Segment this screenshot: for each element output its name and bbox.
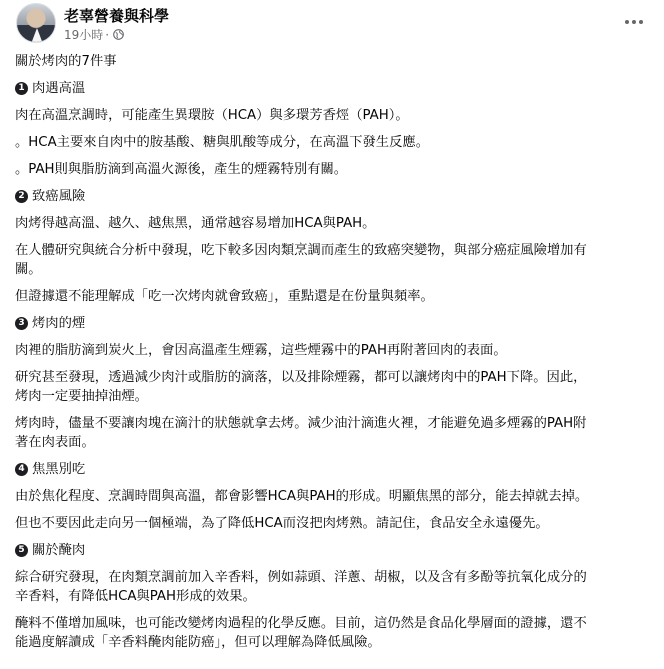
number-badge-1: 1 — [15, 82, 28, 95]
section-heading-text: 烤肉的煙 — [32, 316, 86, 331]
meta-separator: · — [105, 27, 110, 42]
post-meta — [64, 26, 124, 43]
paragraph: 醃料不僅增加風味，也可能改變烤肉過程的化學反應。目前，這仍然是食品化學層面的證據，還不 能過度解讀成「辛香料醃肉能防癌」，但可以理解為降低風險。 — [15, 616, 587, 650]
section-heading-3 — [15, 314, 653, 333]
section-heading-text: 致癌風險 — [32, 189, 86, 204]
number-badge-4: 4 — [15, 463, 28, 476]
post-header — [8, 0, 656, 46]
number-badge-2: 2 — [15, 190, 28, 203]
author-name[interactable]: 老辜營養與科學 — [64, 7, 170, 25]
section-heading-text: 關於醃肉 — [32, 543, 86, 558]
paragraph: 但證據還不能理解成「吃一次烤肉就會致癌」，重點還是在份量與頻率。 — [15, 289, 434, 304]
paragraph: 。PAH則與脂肪滴到高溫火源後，產生的煙霧特別有關。 — [15, 162, 348, 177]
post-title: 關於烤肉的7件事 — [15, 54, 117, 69]
paragraph: 肉裡的脂肪滴到炭火上，會因高溫產生煙霧，這些煙霧中的PAH再附著回肉的表面。 — [15, 343, 507, 358]
avatar[interactable] — [16, 3, 56, 43]
section-heading-2 — [15, 187, 653, 206]
section-heading-text: 肉遇高溫 — [32, 81, 86, 96]
paragraph: 綜合研究發現，在肉類烹調前加入辛香料，例如蒜頭、洋蔥、胡椒，以及含有多酚等抗氧化成分的 辛香料，有降低HCA與PAH形成的效果。 — [15, 570, 587, 604]
paragraph: 在人體研究與統合分析中發現，吃下較多因肉類烹調而產生的致癌突變物，與部分癌症風險增加有 關。 — [15, 243, 587, 277]
paragraph: 由於焦化程度、烹調時間與高溫，都會影響HCA與PAH的形成。明顯焦黑的部分，能去掉就去掉。 — [15, 489, 589, 504]
section-heading-text: 焦黑別吃 — [32, 462, 86, 477]
post-body — [8, 46, 656, 652]
number-badge-5: 5 — [15, 544, 28, 557]
paragraph: 。HCA主要來自肉中的胺基酸、糖與肌酸等成分，在高溫下發生反應。 — [15, 135, 429, 150]
paragraph: 但也不要因此走向另一個極端，為了降低HCA而沒把肉烤熟。請記住，食品安全永遠優先。 — [15, 516, 549, 531]
paragraph: 烤肉時，儘量不要讓肉塊在滴汁的狀態就拿去烤。減少油汁滴進火裡，才能避免過多煙霧的PAH附 著在肉表面。 — [15, 416, 587, 450]
globe-icon[interactable] — [113, 29, 124, 40]
paragraph: 肉烤得越高溫、越久、越焦黑，通常越容易增加HCA與PAH。 — [15, 216, 376, 231]
section-heading-5 — [15, 541, 653, 560]
paragraph: 研究甚至發現，透過減少肉汁或脂肪的滴落，以及排除煙霧，都可以讓烤肉中的PAH下降。因此， 烤肉一定要抽掉油煙。 — [15, 370, 587, 404]
section-heading-4 — [15, 460, 653, 479]
post-time[interactable]: 19小時 — [64, 28, 104, 42]
more-options-icon[interactable] — [622, 12, 646, 32]
section-heading-1 — [15, 79, 653, 98]
paragraph: 肉在高溫烹調時，可能產生異環胺（HCA）與多環芳香烴（PAH）。 — [15, 108, 409, 123]
number-badge-3: 3 — [15, 317, 28, 330]
